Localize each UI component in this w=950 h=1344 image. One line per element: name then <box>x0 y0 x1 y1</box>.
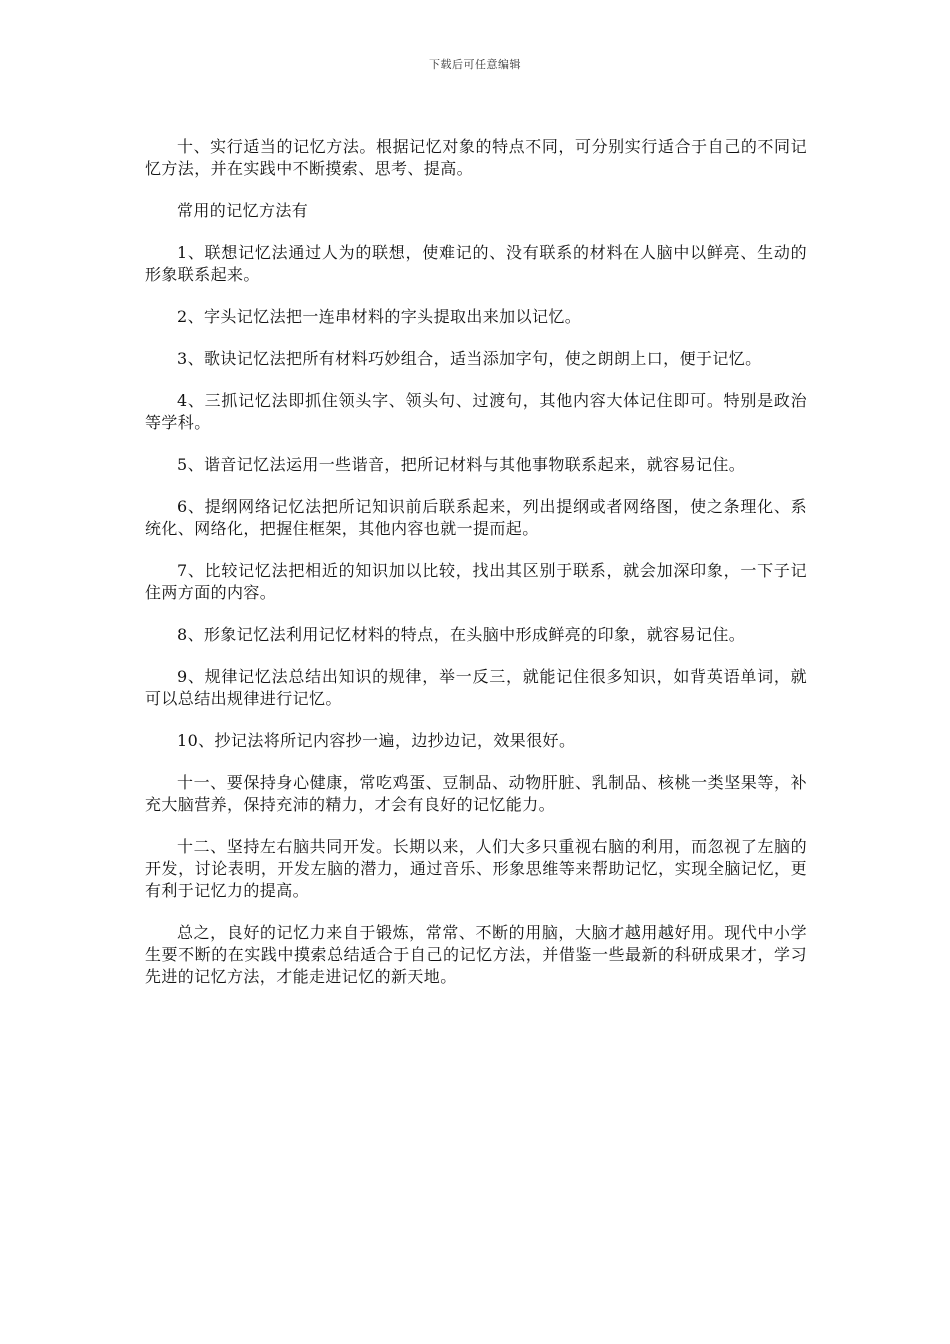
paragraph-item-1: 1、联想记忆法通过人为的联想，使难记的、没有联系的材料在人脑中以鲜亮、生动的形象联系起来。 <box>145 243 807 284</box>
paragraph-item-2: 2、字头记忆法把一连串材料的字头提取出来加以记忆。 <box>177 307 582 326</box>
paragraph-item-5: 5、谐音记忆法运用一些谐音，把所记材料与其他事物联系起来，就容易记住。 <box>177 455 746 474</box>
paragraph-common-methods: 常用的记忆方法有 <box>177 201 309 220</box>
paragraph-conclusion: 总之，良好的记忆力来自于锻炼，常常、不断的用脑，大脑才越用越好用。现代中小学生要不断的在实践中摸索总结适合于自己的记忆方法，并借鉴一些最新的科研成果才，学习先进的记忆方法，才能走进记忆的新天地。 <box>145 923 807 986</box>
paragraph-item-7: 7、比较记忆法把相近的知识加以比较，找出其区别于联系，就会加深印象，一下子记住两方面的内容。 <box>145 561 807 602</box>
paragraph-method-ten: 十、实行适当的记忆方法。根据记忆对象的特点不同，可分别实行适合于自己的不同记忆方法，并在实践中不断摸索、思考、提高。 <box>145 137 807 178</box>
paragraph-item-4: 4、三抓记忆法即抓住领头字、领头句、过渡句，其他内容大体记住即可。特别是政治等学科。 <box>145 391 807 432</box>
page-header: 下载后可任意编辑 <box>429 58 521 71</box>
paragraph-item-9: 9、规律记忆法总结出知识的规律，举一反三，就能记住很多知识，如背英语单词，就可以总结出规律进行记忆。 <box>145 667 807 708</box>
paragraph-method-twelve: 十二、坚持左右脑共同开发。长期以来，人们大多只重视右脑的利用，而忽视了左脑的开发，讨论表明，开发左脑的潜力，通过音乐、形象思维等来帮助记忆，实现全脑记忆，更有利于记忆力的提高。 <box>145 837 807 900</box>
document-body <box>145 136 807 1008</box>
paragraph-item-3: 3、歌诀记忆法把所有材料巧妙组合，适当添加字句，使之朗朗上口，便于记忆。 <box>177 349 762 368</box>
paragraph-item-8: 8、形象记忆法利用记忆材料的特点，在头脑中形成鲜亮的印象，就容易记住。 <box>177 625 746 644</box>
paragraph-item-6: 6、提纲网络记忆法把所记知识前后联系起来，列出提纲或者网络图，使之条理化、系统化、网络化，把握住框架，其他内容也就一提而起。 <box>145 497 807 538</box>
paragraph-method-eleven: 十一、要保持身心健康，常吃鸡蛋、豆制品、动物肝脏、乳制品、核桃一类坚果等，补充大脑营养，保持充沛的精力，才会有良好的记忆能力。 <box>145 773 807 814</box>
paragraph-item-10: 10、抄记法将所记内容抄一遍，边抄边记，效果很好。 <box>177 731 576 750</box>
